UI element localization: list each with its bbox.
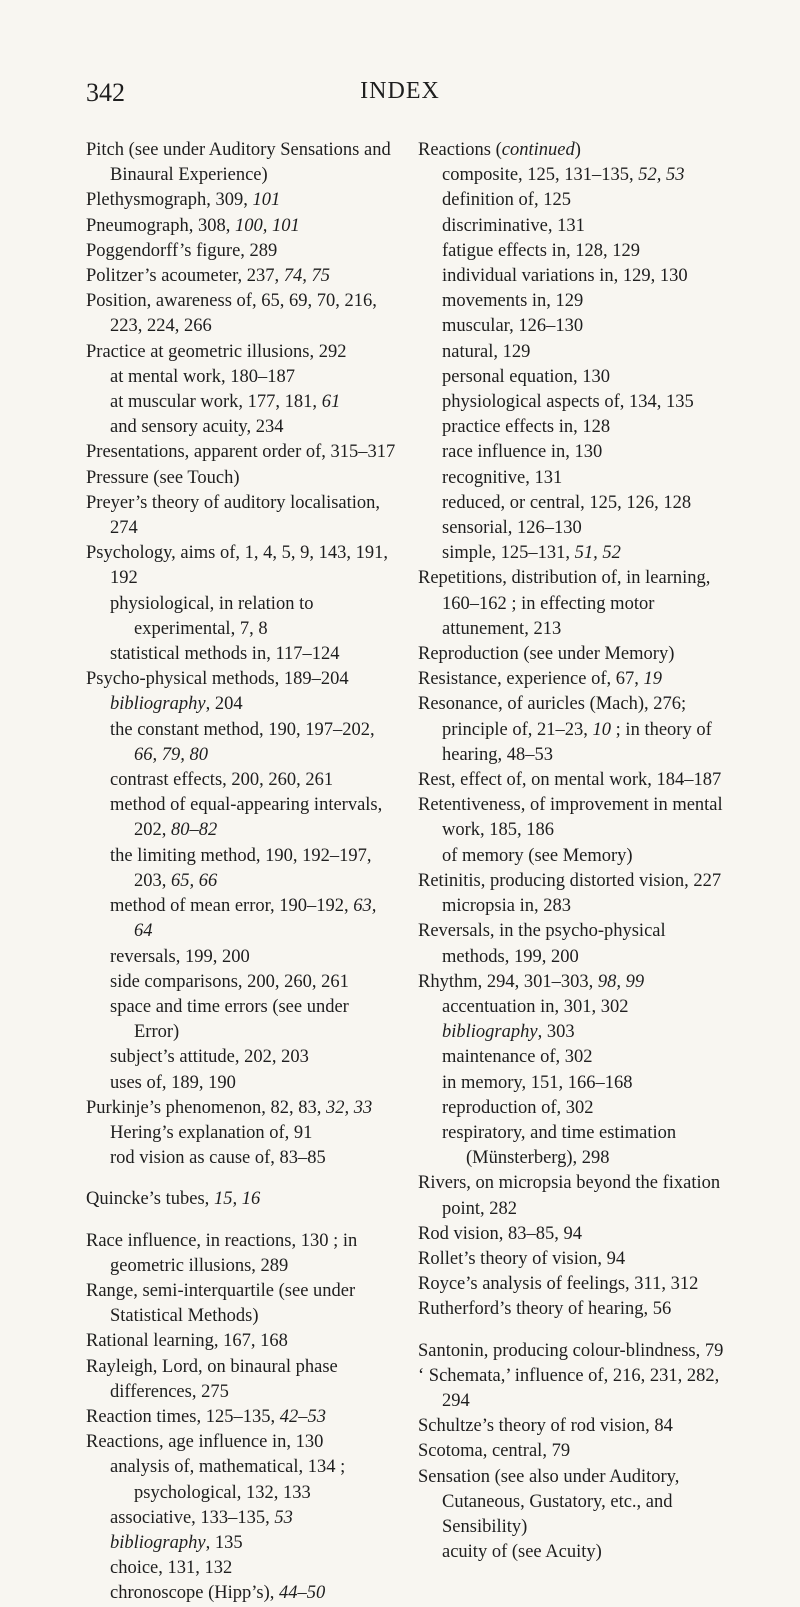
index-subentry [418,1121,732,1171]
index-entry [86,214,398,239]
entry-text: Royce’s analysis of feelings, 311, 312 [418,1274,699,1295]
entry-text: Scotoma, central, 79 [418,1441,571,1462]
entry-italic-ref: 51, 52 [574,543,621,564]
index-entry [86,340,398,365]
entry-italic-ref: 80–82 [171,820,218,841]
index-entry [418,793,732,843]
entry-text: Rollet’s theory of vision, 94 [418,1248,626,1269]
entry-text: acuity of (see Acuity) [442,1542,602,1563]
index-entry [418,919,732,969]
index-entry [418,692,732,768]
index-subentry [86,768,398,793]
entry-italic-ref: 100, 101 [235,215,300,236]
index-entry [418,970,732,995]
entry-text: discriminative, 131 [442,215,585,236]
entry-italic-ref: 10 [592,719,612,740]
entry-italic-ref: 63, 64 [134,896,377,942]
entry-text: composite, 125, 131–135, [442,165,639,186]
entry-italic-ref: bibliography [110,694,206,715]
index-subentry [86,1121,398,1146]
index-subentry [418,1071,732,1096]
entry-text: Retentiveness, of improvement in mental work, 185, 186 [418,795,723,841]
index-subentry [86,844,398,894]
entry-text: Hering’s explanation of, 91 [110,1122,313,1143]
index-entry [418,1171,732,1221]
entry-italic-ref: bibliography [110,1532,206,1553]
entry-italic-ref: 66, 79, 80 [134,744,208,765]
index-subentry [418,541,732,566]
entry-italic-ref: 65, 66 [171,870,218,891]
entry-text: Reaction times, 125–135, [86,1406,280,1427]
index-subentry [418,1540,732,1565]
entry-text-after: , 303 [537,1022,575,1043]
index-subentry [418,163,732,188]
index-entry [418,566,732,642]
entry-italic-ref: 19 [643,669,663,690]
entry-text: reversals, 199, 200 [110,946,250,967]
entry-text: reproduction of, 302 [442,1097,594,1118]
index-entry [86,466,398,491]
entry-text-after: ; in theory of hearing, 48–53 [442,719,712,765]
entry-text: race influence in, 130 [442,442,603,463]
entry-text: reduced, or central, 125, 126, 128 [442,492,692,513]
entry-text: Reproduction (see under Memory) [418,644,675,665]
entry-text: Practice at geometric illusions, 292 [86,341,347,362]
entry-text: the limiting method, 190, 192–197, 203, [110,845,372,891]
index-entry [86,188,398,213]
index-entry [86,1405,398,1430]
entry-text: natural, 129 [442,341,531,362]
entry-text: fatigue effects in, 128, 129 [442,240,640,261]
index-entry [86,1329,398,1354]
index-entry [86,440,398,465]
index-subentry [418,466,732,491]
index-entry [418,1465,732,1541]
index-subentry [418,365,732,390]
index-subentry [418,239,732,264]
entry-text: Race influence, in reactions, 130 ; in geometric illusions, 289 [86,1230,358,1276]
entry-text: Reversals, in the psycho-physical methods, 199, 200 [418,921,666,967]
entry-text: chronoscope (Hipp’s), [110,1583,280,1604]
entry-text: statistical methods in, 117–124 [110,644,340,665]
index-subentry [86,1455,398,1505]
entry-text: physiological aspects of, 134, 135 [442,392,694,413]
entry-text: Retinitis, producing distorted vision, 227 [418,870,722,891]
entry-text: Rhythm, 294, 301–303, [418,971,598,992]
index-column-left [86,138,398,1607]
index-subentry [86,592,398,642]
entry-text: choice, 131, 132 [110,1558,233,1579]
entry-text: Pneumograph, 308, [86,215,236,236]
index-entry [418,1439,732,1464]
entry-italic-ref: 52, 53 [638,165,685,186]
index-subentry [86,642,398,667]
index-subentry [418,264,732,289]
index-entry [86,1096,398,1121]
entry-text: Rod vision, 83–85, 94 [418,1223,582,1244]
index-subentry [86,1556,398,1581]
index-subentry [418,390,732,415]
index-subentry [418,995,732,1020]
index-subentry [418,440,732,465]
index-subentry [418,844,732,869]
index-subentry [86,1506,398,1531]
entry-text: and sensory acuity, 234 [110,417,284,438]
entry-text: Preyer’s theory of auditory localisation, 274 [86,492,381,539]
entry-text: Rest, effect of, on mental work, 184–187 [418,770,722,791]
entry-text: Poggendorff’s figure, 289 [86,240,278,261]
entry-text: Quincke’s tubes, [86,1189,214,1210]
entry-text: Presentations, apparent order of, 315–317 [86,442,396,463]
entry-text: ‘ Schemata,’ influence of, 216, 231, 282, 294 [418,1365,720,1411]
index-entry [418,1247,732,1272]
index-subentry [418,214,732,239]
entry-text: Pitch (see under Auditory Sensations and Binaural Experience) [86,140,391,186]
index-subentry [418,340,732,365]
entry-italic-ref: 53 [274,1507,293,1528]
entry-italic-ref: 61 [321,392,341,413]
entry-text: Reactions ( [418,140,502,160]
entry-text-after: ) [574,140,581,160]
index-entry [418,768,732,793]
running-title: INDEX [360,78,440,104]
index-entry [86,1279,398,1329]
entry-text: the constant method, 190, 197–202, [110,719,375,740]
index-entry [418,667,732,692]
entry-text: Repetitions, distribution of, in learning, 160–162 ; in effecting motor attunement, 213 [418,568,711,639]
entry-text: respiratory, and time estimation (Münsterberg), 298 [442,1122,677,1169]
index-subentry [418,516,732,541]
index-entry [418,138,732,163]
entry-text: subject’s attitude, 202, 203 [110,1047,309,1068]
index-subentry [86,718,398,768]
index-subentry [86,970,398,995]
index-subentry [418,415,732,440]
entry-italic-ref: 101 [252,190,281,211]
entry-text: contrast effects, 200, 260, 261 [110,770,334,791]
entry-text: simple, 125–131, [442,543,575,564]
entry-text: recognitive, 131 [442,467,563,488]
index-subentry [86,1071,398,1096]
entry-text: analysis of, mathematical, 134 ; psychological, 132, 133 [110,1457,346,1503]
entry-text: Resistance, experience of, 67, [418,669,644,690]
page-header [0,78,800,118]
entry-text: practice effects in, 128 [442,417,611,438]
index-subentry [418,188,732,213]
entry-text: uses of, 189, 190 [110,1072,236,1093]
entry-text: micropsia in, 283 [442,896,571,917]
index-entry [86,1229,398,1279]
entry-text: maintenance of, 302 [442,1047,593,1068]
entry-italic-ref: 42–53 [279,1406,326,1427]
index-entry [418,1364,732,1414]
index-subentry [418,894,732,919]
index-subentry [86,1146,398,1171]
index-entry [418,1297,732,1322]
entry-text: Purkinje’s phenomenon, 82, 83, [86,1097,326,1118]
entry-text: side comparisons, 200, 260, 261 [110,971,349,992]
entry-text: Plethysmograph, 309, [86,190,253,211]
index-entry [86,264,398,289]
index-entry [86,138,398,188]
index-subentry [86,1045,398,1070]
index-subentry [86,995,398,1045]
entry-italic-ref: 98, 99 [597,971,645,992]
entry-text: Psychology, aims of, 1, 4, 5, 9, 143, 191, 192 [86,543,388,589]
entry-text: Rutherford’s theory of hearing, 56 [418,1299,672,1320]
index-entry [418,1414,732,1439]
index-subentry [86,1581,398,1606]
index-subentry [86,945,398,970]
index-entry [86,289,398,339]
entry-text: Rivers, on micropsia beyond the fixation point, 282 [418,1173,721,1219]
entry-text: Resonance, of auricles (Mach), 276; principle of, 21–23, [418,694,687,740]
index-entry [86,667,398,692]
entry-text: space and time errors (see under Error) [110,996,349,1043]
entry-italic-ref: bibliography [442,1022,538,1043]
index-subentry [86,793,398,843]
index-subentry [86,365,398,390]
entry-italic-ref: 15, 16 [213,1189,261,1210]
entry-text: Psycho-physical methods, 189–204 [86,669,349,690]
index-entry [86,541,398,591]
index-entry [418,1339,732,1364]
entry-text-after: , 204 [205,694,243,715]
index-subentry [86,415,398,440]
entry-text: in memory, 151, 166–168 [442,1072,633,1093]
entry-text: Schultze’s theory of rod vision, 84 [418,1416,673,1437]
index-entry [86,239,398,264]
index-entry [86,1430,398,1455]
index-subentry [418,289,732,314]
entry-text: Rational learning, 167, 168 [86,1331,288,1352]
index-column-right [418,138,732,1565]
index-entry [418,1222,732,1247]
entry-text: Sensation (see also under Auditory, Cutaneous, Gustatory, etc., and Sensibility) [418,1466,680,1537]
entry-text: at muscular work, 177, 181, [110,392,322,413]
index-subentry [86,390,398,415]
index-subentry [418,314,732,339]
entry-italic-ref: 44–50 [279,1583,326,1604]
index-entry [418,869,732,894]
entry-text: muscular, 126–130 [442,316,584,337]
entry-text: Position, awareness of, 65, 69, 70, 216, 223, 224, 266 [86,291,377,337]
entry-text: movements in, 129 [442,291,584,312]
entry-text: Pressure (see Touch) [86,467,240,488]
index-subentry [418,491,732,516]
entry-text: personal equation, 130 [442,366,610,387]
entry-text: Rayleigh, Lord, on binaural phase differences, 275 [86,1356,338,1402]
index-subentry [418,1045,732,1070]
entry-text: method of mean error, 190–192, [110,896,354,917]
index-entry [418,1272,732,1297]
entry-italic-ref: 74, 75 [283,266,330,287]
entry-text: Santonin, producing colour-blindness, 79 [418,1340,724,1361]
index-subentry [86,1531,398,1556]
entry-text: definition of, 125 [442,190,571,211]
entry-text: physiological, in relation to experimental, 7, 8 [110,593,314,639]
entry-italic-ref: continued [501,140,575,160]
entry-text: of memory (see Memory) [442,845,633,866]
index-entry [86,1355,398,1405]
index-entry [418,642,732,667]
index-subentry [86,692,398,717]
index-subentry [418,1020,732,1045]
entry-text: method of equal-appearing intervals, 202, [110,795,383,841]
entry-text: Reactions, age influence in, 130 [86,1432,324,1453]
index-entry [86,491,398,541]
index-subentry [86,894,398,944]
entry-text: Politzer’s acoumeter, 237, [86,266,284,287]
entry-text: accentuation in, 301, 302 [442,996,629,1017]
page-number: 342 [86,78,125,107]
index-subentry [418,1096,732,1121]
entry-text-after: , 135 [205,1532,243,1553]
entry-text: rod vision as cause of, 83–85 [110,1148,326,1169]
entry-text: Range, semi-interquartile (see under Statistical Methods) [86,1280,356,1327]
entry-text: at mental work, 180–187 [110,366,295,387]
entry-italic-ref: 32, 33 [325,1097,373,1118]
entry-text: sensorial, 126–130 [442,518,582,539]
entry-text: individual variations in, 129, 130 [442,266,688,287]
index-entry [86,1187,398,1212]
entry-text: associative, 133–135, [110,1507,275,1528]
